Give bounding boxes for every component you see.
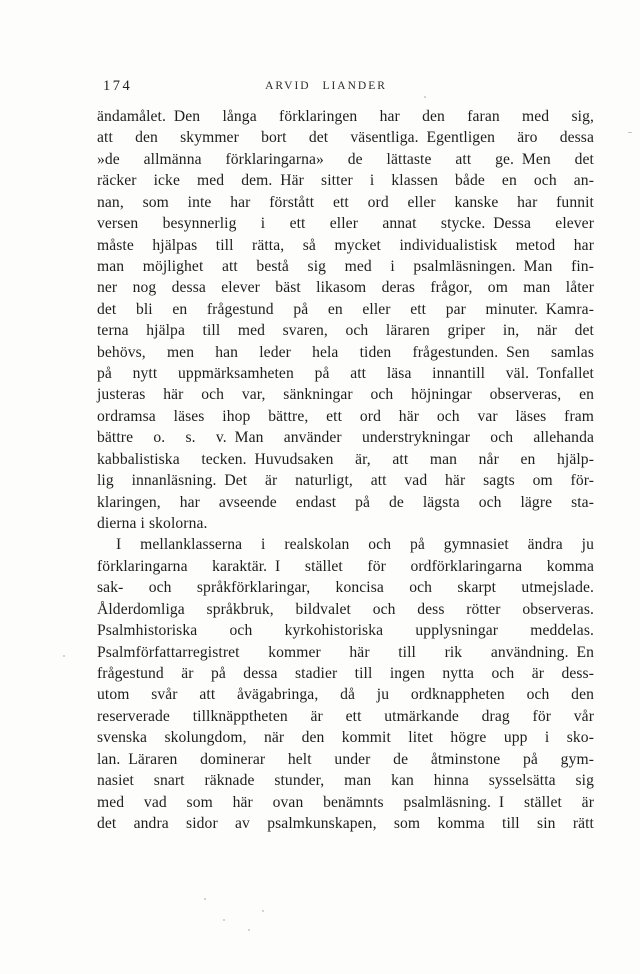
text-line: på nytt uppmärksamheten på att läsa innantill väl. Tonfallet (97, 365, 594, 383)
text-line: räcker icke med dem. Här sitter i klassen både en och an- (97, 172, 594, 190)
text-line: med vad som här ovan benämnts psalmläsning. I stället är (97, 793, 594, 811)
scan-speck (248, 929, 250, 931)
text-line: »de allmänna förklaringarna» de lättaste att ge. Men det (97, 150, 594, 168)
text-line: svenska skolungdom, när den kommit litet högre upp i sko- (97, 729, 594, 747)
text-line: behövs, men han leder hela tiden frågestunden. Sen samlas (97, 343, 594, 361)
page-header (97, 78, 594, 96)
text-line: Psalmhistoriska och kyrkohistoriska upplysningar meddelas. (97, 622, 594, 640)
text-line: man möjlighet att bestå sig med i psalmläsningen. Man fin- (97, 257, 594, 275)
text-line: det andra sidor av psalmkunskapen, som komma till sin rätt (97, 814, 594, 832)
text-line: lig innanläsning. Det är naturligt, att vad här sagts om för- (97, 472, 594, 490)
text-line: terna hjälpa till med svaren, och läraren griper in, när det (97, 322, 594, 340)
text-line: dierna i skolorna. (97, 515, 208, 533)
text-line: reserverade tillknäpptheten är ett utmärkande drag för vår (97, 707, 594, 725)
scan-speck (424, 96, 426, 98)
scan-speck (628, 132, 632, 133)
scan-speck (262, 910, 264, 912)
text-line: det bli en frågestund på en eller ett par minuter. Kamra- (97, 300, 594, 318)
running-head: ARVID LIANDER (265, 80, 387, 92)
text-line: nan, som inte har förstått ett ord eller kanske har funnit (97, 193, 594, 211)
text-line: att den skymmer bort det väsentliga. Egentligen äro dessa (97, 129, 594, 147)
text-line: justeras här och var, sänkningar och höjningar observeras, en (97, 386, 594, 404)
text-line: sak- och språkförklaringar, koncisa och skarpt utmejslade. (97, 579, 594, 597)
scan-speck (223, 919, 225, 921)
text-line: frågestund är på dessa stadier till ingen nytta och är dess- (97, 664, 594, 682)
text-line: ner nog dessa elever bäst likasom deras frågor, om man låter (97, 279, 594, 297)
page-number: 174 (103, 78, 133, 94)
text-line: bättre o. s. v. Man använder understrykningar och allehanda (97, 429, 594, 447)
text-line: klaringen, har avseende endast på de lägsta och lägre sta- (97, 493, 594, 511)
text-line: versen besynnerlig i ett eller annat stycke. Dessa elever (97, 215, 594, 233)
text-line: förklaringarna karaktär. I stället för ordförklaringarna komma (97, 557, 594, 575)
text-line: lan. Läraren dominerar helt under de åtminstone på gym- (97, 750, 594, 768)
text-line: kabbalistiska tecken. Huvudsaken är, att man når en hjälp- (97, 450, 594, 468)
text-line: ändamålet. Den långa förklaringen har den faran med sig, (97, 108, 594, 125)
text-line: utom svår att åvägabringa, då ju ordknappheten och den (97, 686, 594, 704)
text-block (97, 106, 594, 834)
text-line: ordramsa läses ihop bättre, ett ord här och var läses fram (97, 407, 594, 425)
text-line: I mellanklasserna i realskolan och på gymnasiet ändra ju (116, 536, 594, 554)
text-line: nasiet snart räknade stunder, man kan hinna sysselsätta sig (97, 772, 594, 790)
text-line: Ålderdomliga språkbruk, bildvalet och dess rötter observeras. (97, 600, 594, 618)
text-line: Psalmförfattarregistret kommer här till rik användning. En (97, 643, 594, 661)
scan-speck (204, 898, 206, 900)
scan-speck (63, 655, 65, 657)
text-line: måste hjälpas till rätta, så mycket individualistisk metod har (97, 236, 594, 254)
